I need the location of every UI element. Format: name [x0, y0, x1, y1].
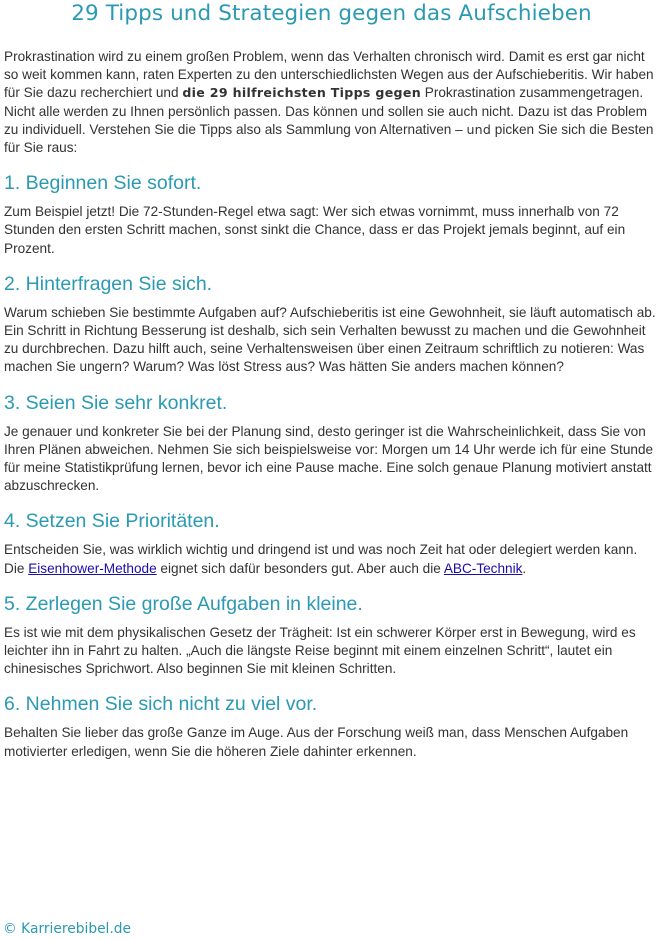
- section-5: [4, 592, 660, 679]
- section-text-part: Entscheiden Sie, was wirklich wichtig und dringend ist und was noch Zeit hat oder delegiert werden kann. Die: [4, 542, 638, 576]
- section-heading: 4. Setzen Sie Prioritäten.: [4, 510, 220, 533]
- section-text: [4, 541, 660, 577]
- section-heading: 2. Hinterfragen Sie sich.: [4, 272, 213, 295]
- section-text: Je genauer und konkreter Sie bei der Planung sind, desto geringer ist die Wahrscheinlichkeit, dass Sie von Ihren Plänen abweichen. Nehmen Sie sich beispielsweise vor: Morgen um 14 Uhr werde ich für eine Stunde für meine Statistikprüfung lernen, bevor ich eine Pause mache. Eine solch genaue Planung motiviert anstatt abzuschrecken.: [4, 423, 654, 494]
- section-text: Behalten Sie lieber das große Ganze im Auge. Aus der Forschung weiß man, dass Menschen Aufgaben motivierter erledigen, wenn Sie die höheren Ziele dahinter erkennen.: [4, 725, 629, 759]
- eisenhower-method-link[interactable]: Eisenhower-Methode: [28, 560, 157, 576]
- section-heading: 3. Seien Sie sehr konkret.: [4, 391, 228, 414]
- section-heading: 5. Zerlegen Sie große Aufgaben in kleine.: [4, 592, 363, 615]
- section-3: [4, 391, 660, 496]
- document-body: [4, 48, 660, 775]
- section-text: Zum Beispiel jetzt! Die 72-Stunden-Regel etwa sagt: Wer sich etwas vornimmt, muss innerhalb von 72 Stunden den ersten Schritt machen, sonst sinkt die Chance, dass er das Projekt jemals beginnt, auf ein Prozent.: [4, 204, 626, 256]
- document-title: 29 Tipps und Strategien gegen das Aufschieben: [71, 1, 592, 26]
- abc-technique-link[interactable]: ABC-Technik: [443, 560, 523, 576]
- copyright-footer: © Karrierebibel.de: [3, 921, 132, 937]
- intro-emphasis-text: und: [466, 121, 492, 137]
- section-text-part: eignet sich dafür besonders gut. Aber auch die: [156, 560, 444, 576]
- intro-paragraph: [4, 48, 660, 157]
- section-heading: 6. Nehmen Sie sich nicht zu viel vor.: [4, 693, 318, 716]
- intro-bold-text: die 29 hilfreichsten Tipps gegen: [182, 85, 421, 101]
- section-1: [4, 171, 660, 258]
- section-4: [4, 509, 660, 577]
- section-heading: 1. Beginnen Sie sofort.: [4, 172, 202, 195]
- section-text-part: .: [522, 560, 527, 576]
- intro-text-1: Prokrastination wird zu einem großen Problem, wenn das Verhalten chronisch wird. Damit es erst gar nicht so weit kommen kann, raten Experten zu den unterschiedlichsten Wegen aus der Aufschieberitis. Wir haben für Sie dazu recherchiert und: [4, 49, 654, 101]
- section-2: [4, 272, 660, 377]
- intro-text-3: picken Sie sich die Besten für Sie raus:: [4, 121, 654, 156]
- section-text: Warum schieben Sie bestimmte Aufgaben auf? Aufschieberitis ist eine Gewohnheit, sie läuft automatisch ab. Ein Schritt in Richtung Besserung ist deshalb, sich sein Verhalten bewusst zu machen und die Gewohnheit zu durchbrechen. Dazu hilft auch, seine Verhaltensweisen über einen Zeitraum schriftlich zu notieren: Was machen Sie ungern? Warum? Was löst Stress aus? Was hätten Sie anders machen können?: [4, 304, 656, 375]
- section-text: Es ist wie mit dem physikalischen Gesetz der Trägheit: Ist ein schwerer Körper erst in Bewegung, wird es leichter ihn in Fahrt zu halten. „Auch die längste Reise beginnt mit einem einzelnen Schritt“, lautet ein chinesisches Sprichwort. Also beginnen Sie mit kleinen Schritten.: [4, 624, 636, 677]
- section-6: [4, 692, 660, 760]
- intro-text-2: Prokrastination zusammengetragen. Nicht alle werden zu Ihnen persönlich passen. Das können und sollen sie auch nicht. Dazu ist das Problem zu individuell. Verstehen Sie die Tipps also als Sammlung von Alternativen –: [4, 85, 648, 137]
